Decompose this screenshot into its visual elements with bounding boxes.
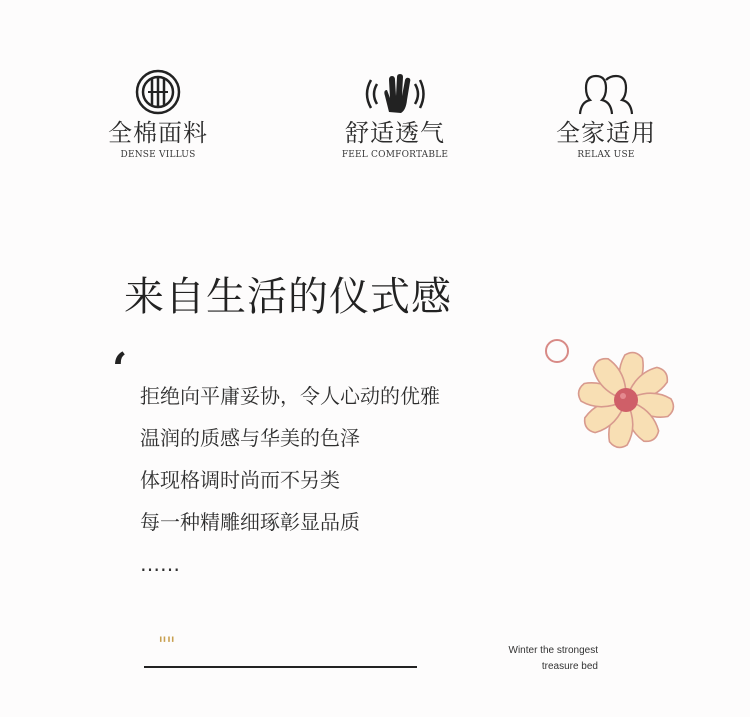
open-quote-mark: ‘ <box>112 344 128 395</box>
description-line: 每一种精雕细琢彰显品质 <box>140 510 360 534</box>
tagline <box>509 643 598 675</box>
feature-subtitle: FEEL COMFORTABLE <box>341 150 449 160</box>
tagline-line1: Winter the strongest <box>508 645 598 656</box>
flower-center <box>614 388 638 412</box>
divider-line <box>144 666 417 668</box>
breathable-hand-icon <box>310 66 480 116</box>
feature-subtitle: RELAX USE <box>577 150 635 160</box>
feature-title: 舒适透气 <box>345 119 445 147</box>
flower-decoration <box>540 336 700 476</box>
description-lines <box>140 375 440 585</box>
headline: 来自生活的仪式感 <box>124 274 452 320</box>
feature-family <box>521 66 691 160</box>
feature-title: 全家适用 <box>556 119 656 147</box>
flower-center-highlight <box>620 393 626 399</box>
family-people-icon <box>521 66 691 116</box>
small-circle <box>546 340 568 362</box>
feature-subtitle: DENSE VILLUS <box>120 150 196 160</box>
close-quote-mark: "" <box>158 632 175 656</box>
feature-cotton <box>73 66 243 160</box>
description-line: 体现格调时尚而不另类 <box>140 468 340 492</box>
description-line: …… <box>140 552 180 576</box>
description-line: 拒绝向平庸妥协，令人心动的优雅 <box>140 384 440 408</box>
feature-row <box>0 66 750 176</box>
feature-comfort <box>310 66 480 160</box>
feature-title: 全棉面料 <box>108 119 208 147</box>
cotton-fabric-icon <box>73 66 243 116</box>
tagline-line2: treasure bed <box>541 661 598 672</box>
description-line: 温润的质感与华美的色泽 <box>140 426 360 450</box>
